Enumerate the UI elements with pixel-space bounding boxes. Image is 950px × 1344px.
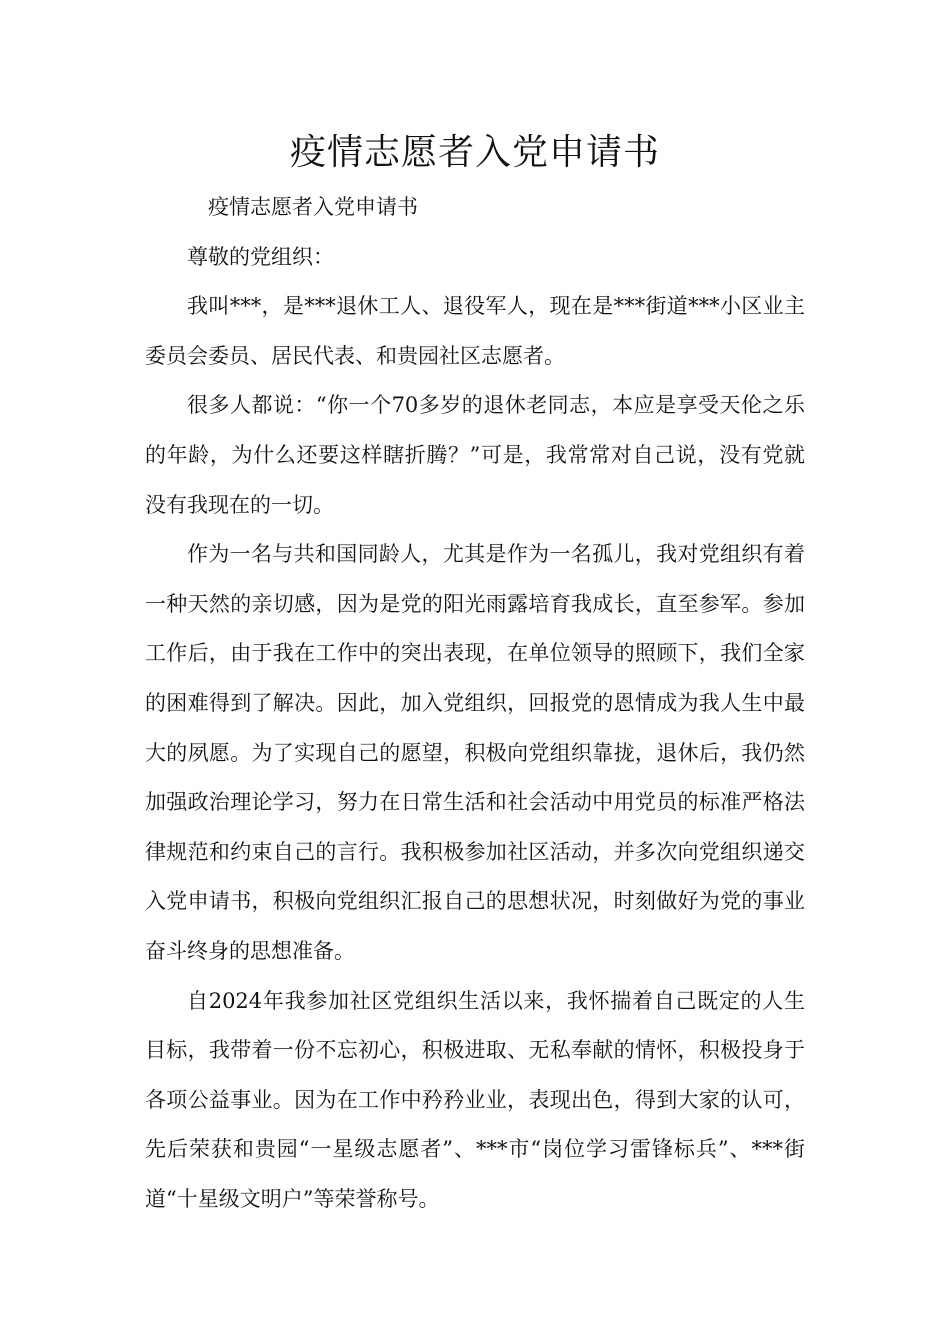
paragraph-background: 作为一名与共和国同龄人，尤其是作为一名孤儿，我对党组织有着一种天然的亲切感，因为是党的阳光雨露培育我成长，直至参军。参加工作后，由于我在工作中的突出表现，在单位领导的照顾下，我们全家的困难得到了解决。因此，加入党组织，回报党的恩情成为我人生中最大的夙愿。为了实现自己的愿望，积极向党组织靠拢，退休后，我仍然加强政治理论学习，努力在日常生活和社会活动中用党员的标准严格法律规范和约束自己的言行。我积极参加社区活动，并多次向党组织递交入党申请书，积极向党组织汇报自己的思想状况，时刻做好为党的事业奋斗终身的思想准备。 bbox=[145, 542, 805, 963]
salutation: 尊敬的党组织： bbox=[187, 244, 334, 269]
paragraph-activities: 自2024年我参加社区党组织生活以来，我怀揣着自己既定的人生目标，我带着一份不忘初心，积极进取、无私奉献的情怀，积极投身于各项公益事业。因为在工作中矜矜业业，表现出色，得到大家的认可，先后荣获和贵园“一星级志愿者”、***市“岗位学习雷锋标兵”、***街道“十星级文明户”等荣誉称号。 bbox=[145, 988, 805, 1211]
document-title: 疫情志愿者入党申请书 bbox=[289, 132, 660, 173]
document-body bbox=[145, 183, 805, 1224]
paragraph-quote: 很多人都说：“你一个70多岁的退休老同志，本应是享受天伦之乐的年龄，为什么还要这样瞎折腾？”可是，我常常对自己说，没有党就没有我现在的一切。 bbox=[145, 393, 805, 517]
document-subtitle: 疫情志愿者入党申请书 bbox=[208, 195, 418, 219]
paragraph-intro: 我叫***，是***退休工人、退役军人，现在是***街道***小区业主委员会委员、居民代表、和贵园社区志愿者。 bbox=[145, 294, 805, 368]
